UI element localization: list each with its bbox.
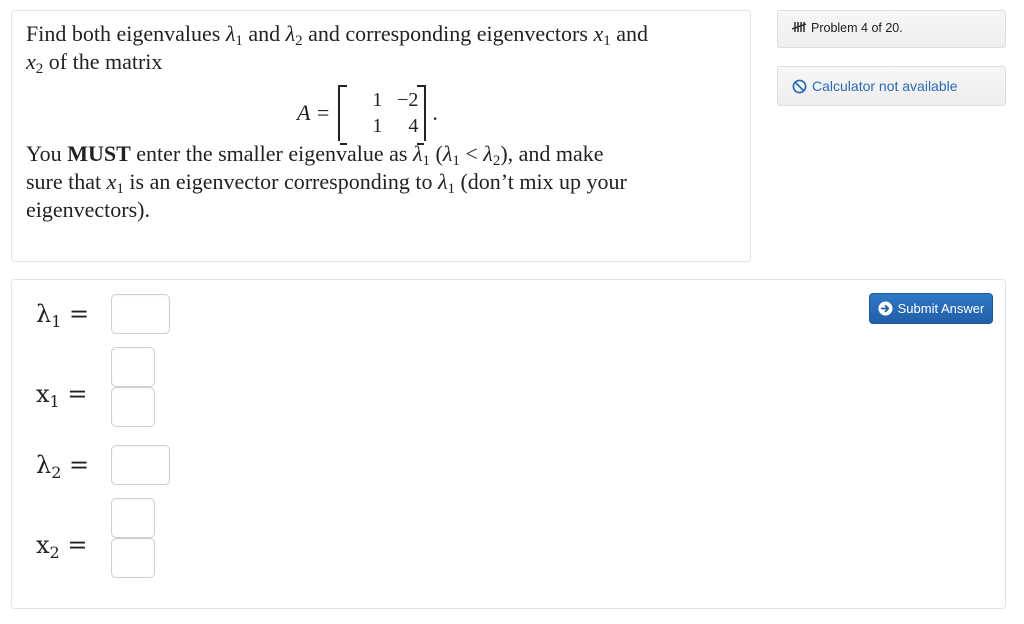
question-text: and corresponding eigenvectors <box>302 21 594 46</box>
x-symbol: x <box>36 380 50 408</box>
matrix-cell: 4 <box>408 115 419 137</box>
subscript: 2 <box>492 153 501 169</box>
lambda1-input[interactable] <box>111 294 170 334</box>
matrix-cell: 1 <box>372 89 383 111</box>
subscript: 2 <box>51 463 62 482</box>
question-text: ( <box>430 141 443 166</box>
x2-component-1-input[interactable] <box>111 498 155 538</box>
instruction-line-2 <box>26 168 627 199</box>
matrix-label: A = <box>297 100 331 125</box>
tally-icon <box>792 21 806 33</box>
question-text: is an eigenvector corresponding to <box>123 169 438 194</box>
question-text: (don’t mix up your <box>454 169 627 194</box>
subscript: 2 <box>49 543 60 562</box>
subscript: 2 <box>295 33 303 49</box>
problem-counter-label: Problem 4 of 20. <box>811 21 903 35</box>
question-text: sure that <box>26 169 107 194</box>
matrix-equation <box>297 83 438 143</box>
x-symbol: x <box>26 49 36 74</box>
answer-panel <box>11 279 1006 609</box>
lambda-symbol: λ <box>285 21 296 46</box>
x-symbol: x <box>106 169 117 194</box>
question-text: < <box>459 141 484 166</box>
subscript: 2 <box>35 61 44 77</box>
question-text: enter the smaller eigenvalue as <box>130 141 413 166</box>
equals-sign: = <box>61 451 90 479</box>
lambda-symbol: λ <box>36 300 52 328</box>
lambda2-label <box>36 451 90 482</box>
instruction-line-1 <box>26 140 604 171</box>
submit-answer-button[interactable] <box>869 293 993 324</box>
ban-icon <box>792 79 807 94</box>
question-panel <box>11 10 751 262</box>
subscript: 1 <box>49 392 60 411</box>
question-text: and <box>242 21 286 46</box>
lambda-symbol: λ <box>442 141 453 166</box>
lambda-symbol: λ <box>36 451 52 479</box>
lambda-symbol: λ <box>412 141 423 166</box>
subscript: 1 <box>452 153 460 169</box>
calculator-status[interactable] <box>777 66 1006 106</box>
subscript: 1 <box>603 33 611 49</box>
question-text: You <box>26 141 68 166</box>
matrix-period: . <box>432 100 438 125</box>
subscript: 1 <box>422 153 430 169</box>
equals-sign: = <box>59 380 88 408</box>
arrow-circle-right-icon <box>878 301 893 316</box>
equals-sign: = <box>59 531 88 559</box>
lambda1-label <box>36 300 90 331</box>
x1-label <box>36 380 88 411</box>
matrix <box>338 85 426 141</box>
x2-label <box>36 531 88 562</box>
problem-counter <box>777 10 1006 48</box>
lambda2-input[interactable] <box>111 445 170 485</box>
calculator-status-label: Calculator not available <box>812 78 958 94</box>
matrix-cell: 1 <box>372 115 383 137</box>
instruction-line-3 <box>26 196 150 224</box>
question-text: of the matrix <box>43 49 163 74</box>
lambda-symbol: λ <box>483 141 493 166</box>
question-text: eigenvectors). <box>26 197 150 222</box>
question-text: Find both eigenvalues <box>26 21 226 46</box>
lambda-symbol: λ <box>225 21 236 46</box>
x1-component-2-input[interactable] <box>111 387 155 427</box>
must-emphasis: MUST <box>67 141 131 166</box>
question-line-2 <box>26 48 162 79</box>
subscript: 1 <box>235 33 243 49</box>
subscript: 1 <box>447 181 455 197</box>
lambda-symbol: λ <box>437 169 448 194</box>
question-text: ), and make <box>500 141 604 166</box>
x1-component-1-input[interactable] <box>111 347 155 387</box>
matrix-cell: −2 <box>397 89 419 111</box>
x-symbol: x <box>593 21 604 46</box>
subscript: 1 <box>51 312 62 331</box>
equals-sign: = <box>61 300 90 328</box>
submit-answer-label: Submit Answer <box>897 301 985 316</box>
x-symbol: x <box>36 531 50 559</box>
x2-component-2-input[interactable] <box>111 538 155 578</box>
question-line-1 <box>26 20 648 51</box>
subscript: 1 <box>116 181 124 197</box>
question-text: and <box>610 21 648 46</box>
